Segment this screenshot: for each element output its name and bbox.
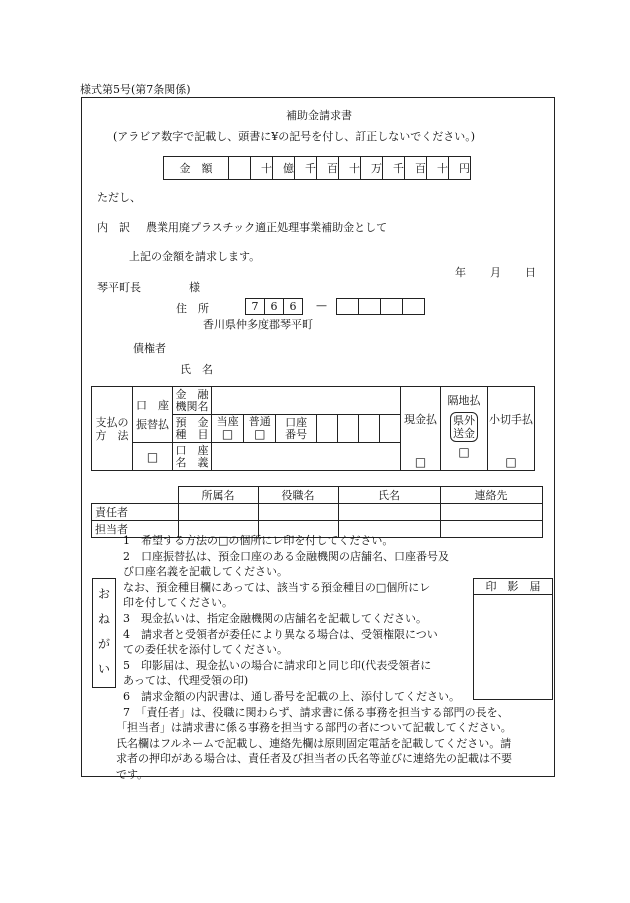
note-line: 氏名欄はフルネームで記載し、連絡先欄は原則固定電話を記載してください。請 <box>116 736 512 750</box>
addressee-name: 琴平町長 <box>97 281 141 294</box>
amount-digit[interactable]: 千 <box>383 157 405 180</box>
breakdown-label: 内 訳 <box>97 221 130 234</box>
amount-digit[interactable]: 十 <box>339 157 361 180</box>
account-number-digit[interactable] <box>358 415 379 443</box>
remote-label: 隔地払 <box>447 394 481 407</box>
note-line: び口座名義を記載してください。 <box>123 565 288 579</box>
breakdown-text: 農業用廃プラスチック適正処理事業補助金として <box>146 221 388 234</box>
contact-table <box>91 486 543 538</box>
postal-digit[interactable] <box>403 299 425 315</box>
bank-name-field[interactable] <box>212 387 401 415</box>
current-checkbox[interactable]: □ <box>221 427 234 441</box>
account-transfer-label: 口 座 振替払 <box>133 387 173 443</box>
savings-checkbox[interactable]: □ <box>254 427 266 441</box>
cash-label: 現金払 <box>404 413 437 426</box>
payment-method-label: 支払の 方 法 <box>92 387 133 471</box>
note-line: 印を付してください。 <box>123 596 233 610</box>
amount-digit[interactable]: 千 <box>295 157 317 180</box>
postal-code-first <box>245 298 303 315</box>
account-name-label: 口 座 名 義 <box>173 443 212 471</box>
bank-name-label: 金 融 機関名 <box>173 387 212 415</box>
amount-table <box>163 156 471 180</box>
amount-digit[interactable]: 百 <box>405 157 427 180</box>
amount-digit[interactable]: 円 <box>449 157 471 180</box>
note-line: 3 現金払いは、指定金融機関の店舗名を記載してください。 <box>123 611 427 625</box>
account-transfer-checkbox[interactable]: □ <box>146 449 159 464</box>
account-transfer-checkbox-cell <box>133 443 173 471</box>
note-line: 2 口座振替払は、預金口座のある金融機関の店舗名、口座番号及 <box>123 549 449 563</box>
amount-digit[interactable] <box>229 157 251 180</box>
amount-digit[interactable]: 万 <box>361 157 383 180</box>
contact-header-contact: 連絡先 <box>440 487 542 504</box>
date-day: 日 <box>525 266 536 279</box>
responsible-name-field[interactable] <box>338 504 440 521</box>
notes-side-box: お ね が い <box>92 578 116 688</box>
address-street: 香川県仲多度郡琴平町 <box>203 318 313 331</box>
responsible-position-field[interactable] <box>258 504 338 521</box>
payment-table <box>91 386 535 471</box>
postal-digit[interactable] <box>381 299 403 315</box>
postal-digit[interactable]: 6 <box>265 299 284 315</box>
amount-digit[interactable]: 百 <box>317 157 339 180</box>
postal-dash: — <box>316 299 327 312</box>
postal-digit[interactable] <box>337 299 359 315</box>
account-number-digit[interactable] <box>337 415 358 443</box>
contact-header-blank <box>92 487 179 504</box>
note-line: あっては、代理受領の印) <box>123 674 249 688</box>
check-payment-checkbox[interactable]: □ <box>505 455 517 469</box>
note-line: です。 <box>116 767 149 781</box>
seal-label: 印 影 届 <box>474 579 552 595</box>
remote-checkbox[interactable]: □ <box>458 445 470 459</box>
form-number: 様式第5号(第7条関係) <box>80 83 191 96</box>
note-line: 6 請求金額の内訳書は、通し番号を記載の上、添付してください。 <box>123 689 460 703</box>
account-number-digit[interactable] <box>316 415 337 443</box>
note-line: 求者の押印がある場合は、責任者及び担当者の氏名等並びに連絡先の記載は不要 <box>116 752 512 766</box>
address-label: 住 所 <box>176 302 209 315</box>
amount-label: 金 額 <box>164 157 229 180</box>
note-line: 1 希望する方法の□の個所にレ印を付してください。 <box>123 534 394 547</box>
contact-header-position: 役職名 <box>258 487 338 504</box>
postal-digit[interactable]: 6 <box>284 299 303 315</box>
name-label: 氏 名 <box>180 363 213 376</box>
responsible-affiliation-field[interactable] <box>178 504 258 521</box>
note-line: 7 「責任者」は、役職に関わらず、請求書に係る事務を担当する部門の長を、 <box>123 705 509 719</box>
note-line: ての委任状を添付してください。 <box>123 643 288 657</box>
responsible-contact-field[interactable] <box>440 504 542 521</box>
current-account-option[interactable]: 当座 □ <box>212 415 244 443</box>
cash-checkbox[interactable]: □ <box>414 455 427 469</box>
remote-payment-cell <box>441 387 488 471</box>
savings-account-option[interactable]: 普通 □ <box>244 415 276 443</box>
table-row <box>92 504 543 521</box>
check-label: 小切手払 <box>489 413 533 426</box>
staff-label: 担当者 <box>92 521 179 538</box>
account-number-digit[interactable] <box>379 415 400 443</box>
note-line: なお、預金種目欄にあっては、該当する預金種目の□個所にレ <box>123 580 431 594</box>
prefecture-remit-label: 県外 送金 <box>450 412 478 442</box>
postal-code-second <box>336 298 425 315</box>
account-number-label: 口座 番号 <box>276 415 317 443</box>
date-month: 月 <box>490 266 501 279</box>
date-year: 年 <box>455 266 466 279</box>
creditor-label: 債権者 <box>133 342 166 355</box>
responsible-label: 責任者 <box>92 504 179 521</box>
request-text: 上記の金額を請求します。 <box>129 250 261 263</box>
tadashi-label: ただし、 <box>97 191 141 204</box>
amount-digit[interactable]: 十 <box>427 157 449 180</box>
amount-digit[interactable]: 億 <box>273 157 295 180</box>
note-line: 「担当者」は請求書に係る事務を担当する部門の者について記載してください。 <box>116 721 512 735</box>
note-line: 5 印影届は、現金払いの場合に請求印と同じ印(代表受領者に <box>123 658 432 672</box>
check-payment-cell <box>488 387 535 471</box>
contact-header-name: 氏名 <box>338 487 440 504</box>
contact-header-affiliation: 所属名 <box>178 487 258 504</box>
postal-digit[interactable]: 7 <box>246 299 265 315</box>
cash-payment-cell <box>401 387 441 471</box>
deposit-type-label: 預 金 種 目 <box>173 415 212 443</box>
form-title: 補助金請求書 <box>286 109 352 122</box>
notes-block <box>96 533 556 783</box>
instruction-text: (アラビア数字で記載し、頭書に¥の記号を付し、訂正しないでください。) <box>113 130 476 143</box>
account-name-field[interactable] <box>212 443 401 471</box>
postal-digit[interactable] <box>359 299 381 315</box>
amount-digit[interactable]: 十 <box>251 157 273 180</box>
note-line: 4 請求者と受領者が委任により異なる場合は、受領権限につい <box>123 627 438 641</box>
addressee-honorific: 様 <box>189 281 200 294</box>
